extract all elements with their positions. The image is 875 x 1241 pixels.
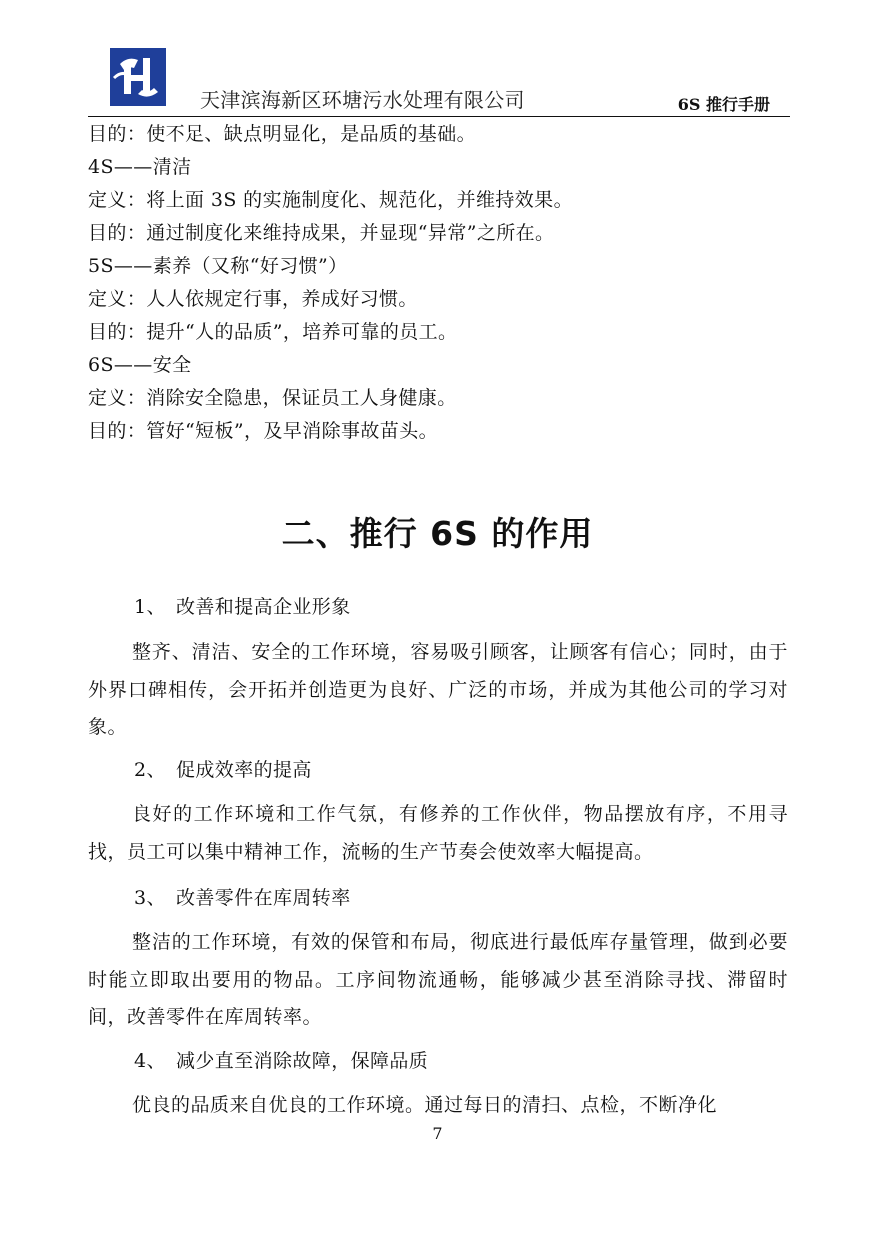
subsection-title: 改善零件在库周转率 xyxy=(176,887,351,909)
subsection-title: 促成效率的提高 xyxy=(176,759,312,781)
subsection-heading xyxy=(134,755,312,782)
page-header xyxy=(88,40,790,117)
text-line: 定义：消除安全隐患，保证员工人身健康。 xyxy=(88,387,457,409)
text-line: 目的：使不足、缺点明显化，是品质的基础。 xyxy=(88,123,477,145)
text-line: 6S——安全 xyxy=(88,354,192,376)
text-line: 定义：将上面 3S 的实施制度化、规范化，并维持效果。 xyxy=(88,189,573,211)
text-line: 目的：通过制度化来维持成果，并显现“异常”之所在。 xyxy=(88,222,555,244)
text-line: 4S——清洁 xyxy=(88,156,192,178)
manual-title: 6S 推行手册 xyxy=(677,95,770,114)
subsection-title: 减少直至消除故障，保障品质 xyxy=(176,1050,429,1072)
text-line: 5S——素养（又称“好习惯”） xyxy=(88,255,348,277)
text-line: 目的：管好“短板”，及早消除事故苗头。 xyxy=(88,420,439,442)
text-line: 目的：提升“人的品质”，培养可靠的员工。 xyxy=(88,321,458,343)
company-name: 天津滨海新区环塘污水处理有限公司 xyxy=(200,88,525,112)
subsection-title: 改善和提高企业形象 xyxy=(176,596,351,618)
subsection-number: 3、 xyxy=(134,887,166,909)
subsection-heading xyxy=(134,883,351,910)
paragraph: 整洁的工作环境，有效的保管和布局，彻底进行最低库存量管理，做到必要时能立即取出要用的物品。工序间物流通畅，能够减少甚至消除寻找、滞留时间，改善零件在库周转率。 xyxy=(88,931,788,1028)
subsection-heading xyxy=(134,1046,428,1073)
subsection-number: 1、 xyxy=(134,596,166,618)
section-title: 二、推行 6S 的作用 xyxy=(281,514,594,553)
paragraph: 整齐、清洁、安全的工作环境，容易吸引顾客，让顾客有信心；同时，由于外界口碑相传，会开拓并创造更为良好、广泛的市场，并成为其他公司的学习对象。 xyxy=(88,641,788,738)
company-logo xyxy=(110,48,166,106)
subsection-number: 4、 xyxy=(134,1050,166,1072)
text-line: 定义：人人依规定行事，养成好习惯。 xyxy=(88,288,418,310)
subsection-number: 2、 xyxy=(134,759,166,781)
paragraph: 良好的工作环境和工作气氛，有修养的工作伙伴，物品摆放有序，不用寻找，员工可以集中精神工作，流畅的生产节奏会使效率大幅提高。 xyxy=(88,803,788,863)
subsection-heading xyxy=(134,592,351,619)
page-number: 7 xyxy=(432,1124,443,1143)
paragraph: 优良的品质来自优良的工作环境。通过每日的清扫、点检，不断净化 xyxy=(132,1094,718,1116)
